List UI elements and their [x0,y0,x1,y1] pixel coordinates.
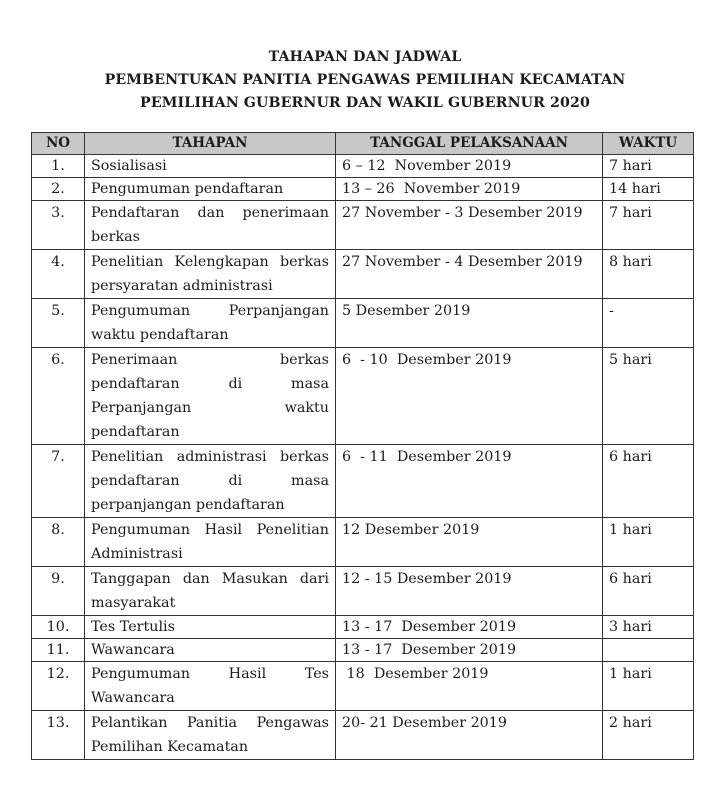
document-subtitle: PEMBENTUKAN PANITIA PENGAWAS PEMILIHAN KECAMATAN [104,72,626,88]
tahapan-line: berkas [91,229,140,245]
tahapan-line: Wawancara [91,690,175,706]
cell-tanggal: 6 – 12 November 2019 [336,155,603,178]
cell-tanggal: 13 - 17 Desember 2019 [336,616,603,639]
cell-tahapan [85,711,336,760]
cell-tahapan [85,567,336,616]
tahapan-line: Wawancara [91,642,175,658]
cell-tanggal: 6 - 10 Desember 2019 [336,348,603,445]
cell-tanggal: 20- 21 Desember 2019 [336,711,603,760]
cell-tahapan [85,250,336,299]
cell-tanggal: 12 Desember 2019 [336,518,603,567]
schedule-table [31,132,694,760]
cell-no: 2. [32,178,85,201]
cell-waktu: 8 hari [603,250,694,299]
cell-no: 1. [32,155,85,178]
table-body [32,155,694,760]
table-row [32,250,694,299]
table-row [32,616,694,639]
cell-tahapan [85,178,336,201]
table-row [32,155,694,178]
document-subtitle-2: PEMILIHAN GUBERNUR DAN WAKIL GUBERNUR 2020 [140,95,590,111]
cell-waktu: 7 hari [603,155,694,178]
cell-no: 12. [32,662,85,711]
table-row [32,299,694,348]
cell-tahapan [85,299,336,348]
cell-waktu: 6 hari [603,567,694,616]
cell-tanggal: 13 - 17 Desember 2019 [336,639,603,662]
cell-tahapan [85,662,336,711]
tahapan-line: Pengumuman pendaftaran [91,181,284,197]
tahapan-line: perpanjangan pendaftaran [91,497,285,513]
cell-no: 3. [32,201,85,250]
cell-no: 7. [32,445,85,518]
cell-waktu: 6 hari [603,445,694,518]
cell-tanggal: 12 - 15 Desember 2019 [336,567,603,616]
tahapan-line: Pendaftaran dan penerimaan [91,205,329,221]
cell-tahapan [85,445,336,518]
tahapan-line: masyarakat [91,595,176,611]
cell-tahapan [85,348,336,445]
cell-no: 4. [32,250,85,299]
cell-no: 11. [32,639,85,662]
cell-waktu: - [603,299,694,348]
tahapan-line: waktu pendaftaran [91,327,229,343]
cell-tahapan [85,518,336,567]
cell-no: 6. [32,348,85,445]
tahapan-line: Tes Tertulis [91,619,175,635]
tahapan-line: Penelitian administrasi berkas [91,449,329,465]
cell-tahapan [85,155,336,178]
cell-tanggal: 6 - 11 Desember 2019 [336,445,603,518]
cell-tanggal: 27 November - 4 Desember 2019 [336,250,603,299]
tahapan-line: Pemilihan Kecamatan [91,739,249,755]
cell-waktu [603,639,694,662]
cell-tahapan [85,616,336,639]
cell-tanggal: 27 November - 3 Desember 2019 [336,201,603,250]
cell-no: 13. [32,711,85,760]
tahapan-line: persyaratan administrasi [91,278,273,294]
tahapan-line: Pengumuman Hasil Penelitian [91,522,329,538]
tahapan-line: Tanggapan dan Masukan dari [91,571,329,587]
cell-waktu: 14 hari [603,178,694,201]
table-row [32,711,694,760]
cell-waktu: 2 hari [603,711,694,760]
table-row [32,518,694,567]
tahapan-line: Penelitian Kelengkapan berkas [91,254,329,270]
tahapan-line: pendaftaran di masa [91,376,329,392]
table-row [32,662,694,711]
cell-no: 5. [32,299,85,348]
table-row [32,178,694,201]
tahapan-line: Pengumuman Perpanjangan [91,303,329,319]
tahapan-line: Pelantikan Panitia Pengawas [91,715,329,731]
header-waktu: WAKTU [603,133,694,155]
tahapan-line: Penerimaan berkas [91,352,329,368]
cell-waktu: 1 hari [603,662,694,711]
tahapan-line: Sosialisasi [91,158,167,174]
table-row [32,201,694,250]
cell-waktu: 1 hari [603,518,694,567]
table-row [32,567,694,616]
tahapan-line: Pengumuman Hasil Tes [91,666,329,682]
cell-tahapan [85,639,336,662]
table-row [32,639,694,662]
document-title: TAHAPAN DAN JADWAL [268,49,462,65]
cell-waktu: 3 hari [603,616,694,639]
cell-no: 9. [32,567,85,616]
header-tahapan: TAHAPAN [85,133,336,155]
header-no: NO [32,133,85,155]
cell-tanggal: 5 Desember 2019 [336,299,603,348]
tahapan-line: Administrasi [91,546,183,562]
cell-tanggal: 13 – 26 November 2019 [336,178,603,201]
table-row [32,445,694,518]
header-tanggal: TANGGAL PELAKSANAAN [336,133,603,155]
cell-no: 8. [32,518,85,567]
tahapan-line: Perpanjangan waktu [91,400,329,416]
cell-waktu: 7 hari [603,201,694,250]
cell-tahapan [85,201,336,250]
cell-waktu: 5 hari [603,348,694,445]
table-header-row [32,133,694,155]
cell-no: 10. [32,616,85,639]
tahapan-line: pendaftaran di masa [91,473,329,489]
table-row [32,348,694,445]
cell-tanggal: 18 Desember 2019 [336,662,603,711]
tahapan-line: pendaftaran [91,424,180,440]
